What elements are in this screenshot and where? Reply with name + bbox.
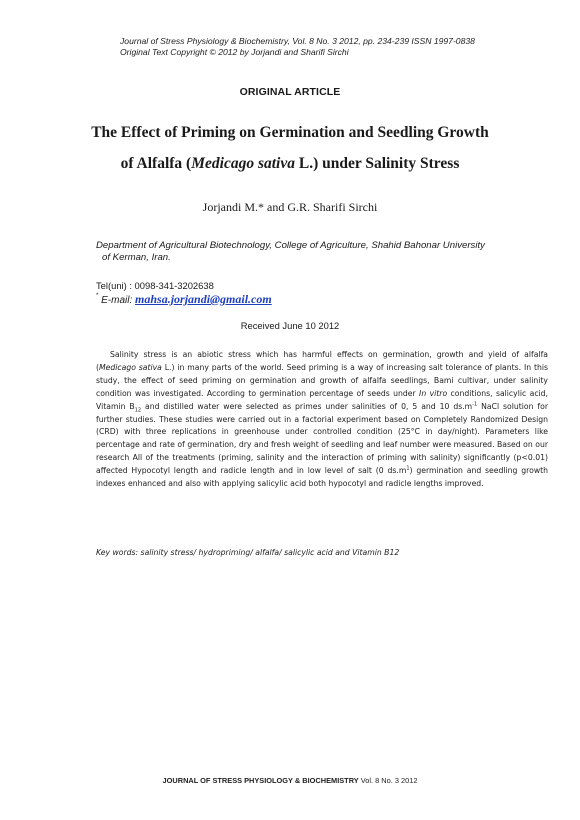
title-line-2 (40, 155, 540, 173)
unit-superscript-2: 1 (406, 465, 410, 472)
abstract-text-5: NaCl solution for further studies. These studies were carried out in a factorial experiment based on Completely Randomized Design (CRD) with three replications in greenhouse under controlled condition (25°C in day/night). Parameters like percentage and rate of germination, dry and fresh weight of seedling and leaf number were measured. Based on our research All of the treatments (priming, salinity and the interaction of priming with salinity) significantly (p<0.01) affected Hypocotyl length and radicle length and in low level of salt (0 ds.m (96, 401, 549, 476)
abstract (96, 349, 548, 491)
telephone: Tel(uni) : 0098-341-3202638 (96, 280, 214, 291)
page-footer (0, 776, 580, 785)
abstract-text-2: L.) in many parts of the world. Seed priming is a way of increasing salt tolerance of plants. In this study, the effect of seed priming on germination and growth of alfalfa seedlings, Bami cultivar, under salinity condition was investigated. According to germination percentage of seeds under (96, 362, 549, 398)
unit-superscript-1: -1 (472, 401, 478, 408)
keywords: Key words: salinity stress/ hydropriming/ alfalfa/ salicylic acid and Vitamin B12 (96, 548, 400, 557)
title-line-1: The Effect of Priming on Germination and Seedling Growth (91, 124, 489, 141)
affiliation (96, 240, 546, 264)
email-link[interactable]: mahsa.jorjandi@gmail.com (135, 292, 272, 306)
abstract-in-vitro: In vitro (419, 388, 448, 398)
title-line-2-pre: of Alfalfa ( (120, 155, 192, 172)
journal-citation: Journal of Stress Physiology & Biochemistry, Vol. 8 No. 3 2012, pp. 234-239 ISSN 1997-0838 (120, 36, 475, 46)
email-label: E-mail: (101, 295, 136, 306)
title-line-2-post: L.) under Salinity Stress (294, 155, 460, 172)
title-species: Medicago sativa (191, 155, 295, 172)
affiliation-line-1: Department of Agricultural Biotechnology, College of Agriculture, Shahid Bahonar University (96, 240, 485, 251)
footer-issue: Vol. 8 No. 3 2012 (358, 776, 418, 785)
vitamin-subscript: 12 (134, 407, 142, 414)
abstract-text-1: Salinity stress is an abiotic stress which has harmful effects on germination, growth and yield of alfalfa ( (96, 350, 548, 372)
abstract-text-6: ) germination and seedling growth indexes enhanced and also with applying salicylic acid both hypocotyl and radicle lengths improved. (96, 466, 548, 489)
affiliation-line-2: of Kerman, Iran. (102, 252, 171, 263)
email-line (96, 292, 272, 307)
email-marker: * (96, 292, 99, 299)
abstract-paragraph (96, 349, 548, 491)
footer-journal: JOURNAL OF STRESS PHYSIOLOGY & BIOCHEMISTRY (162, 776, 359, 785)
copyright-notice: Original Text Copyright © 2012 by Jorjandi and Sharifi Sirchi (120, 47, 349, 57)
article-type: ORIGINAL ARTICLE (239, 86, 341, 98)
abstract-text-3: conditions, salicylic acid, Vitamin B (96, 388, 549, 411)
abstract-species: Medicago sativa (99, 362, 162, 372)
abstract-text-4: and distilled water were selected as primes under salinities of 0, 5 and 10 ds.m (141, 401, 473, 411)
authors: Jorjandi M.* and G.R. Sharifi Sirchi (202, 200, 378, 214)
received-date: Received June 10 2012 (240, 320, 340, 331)
